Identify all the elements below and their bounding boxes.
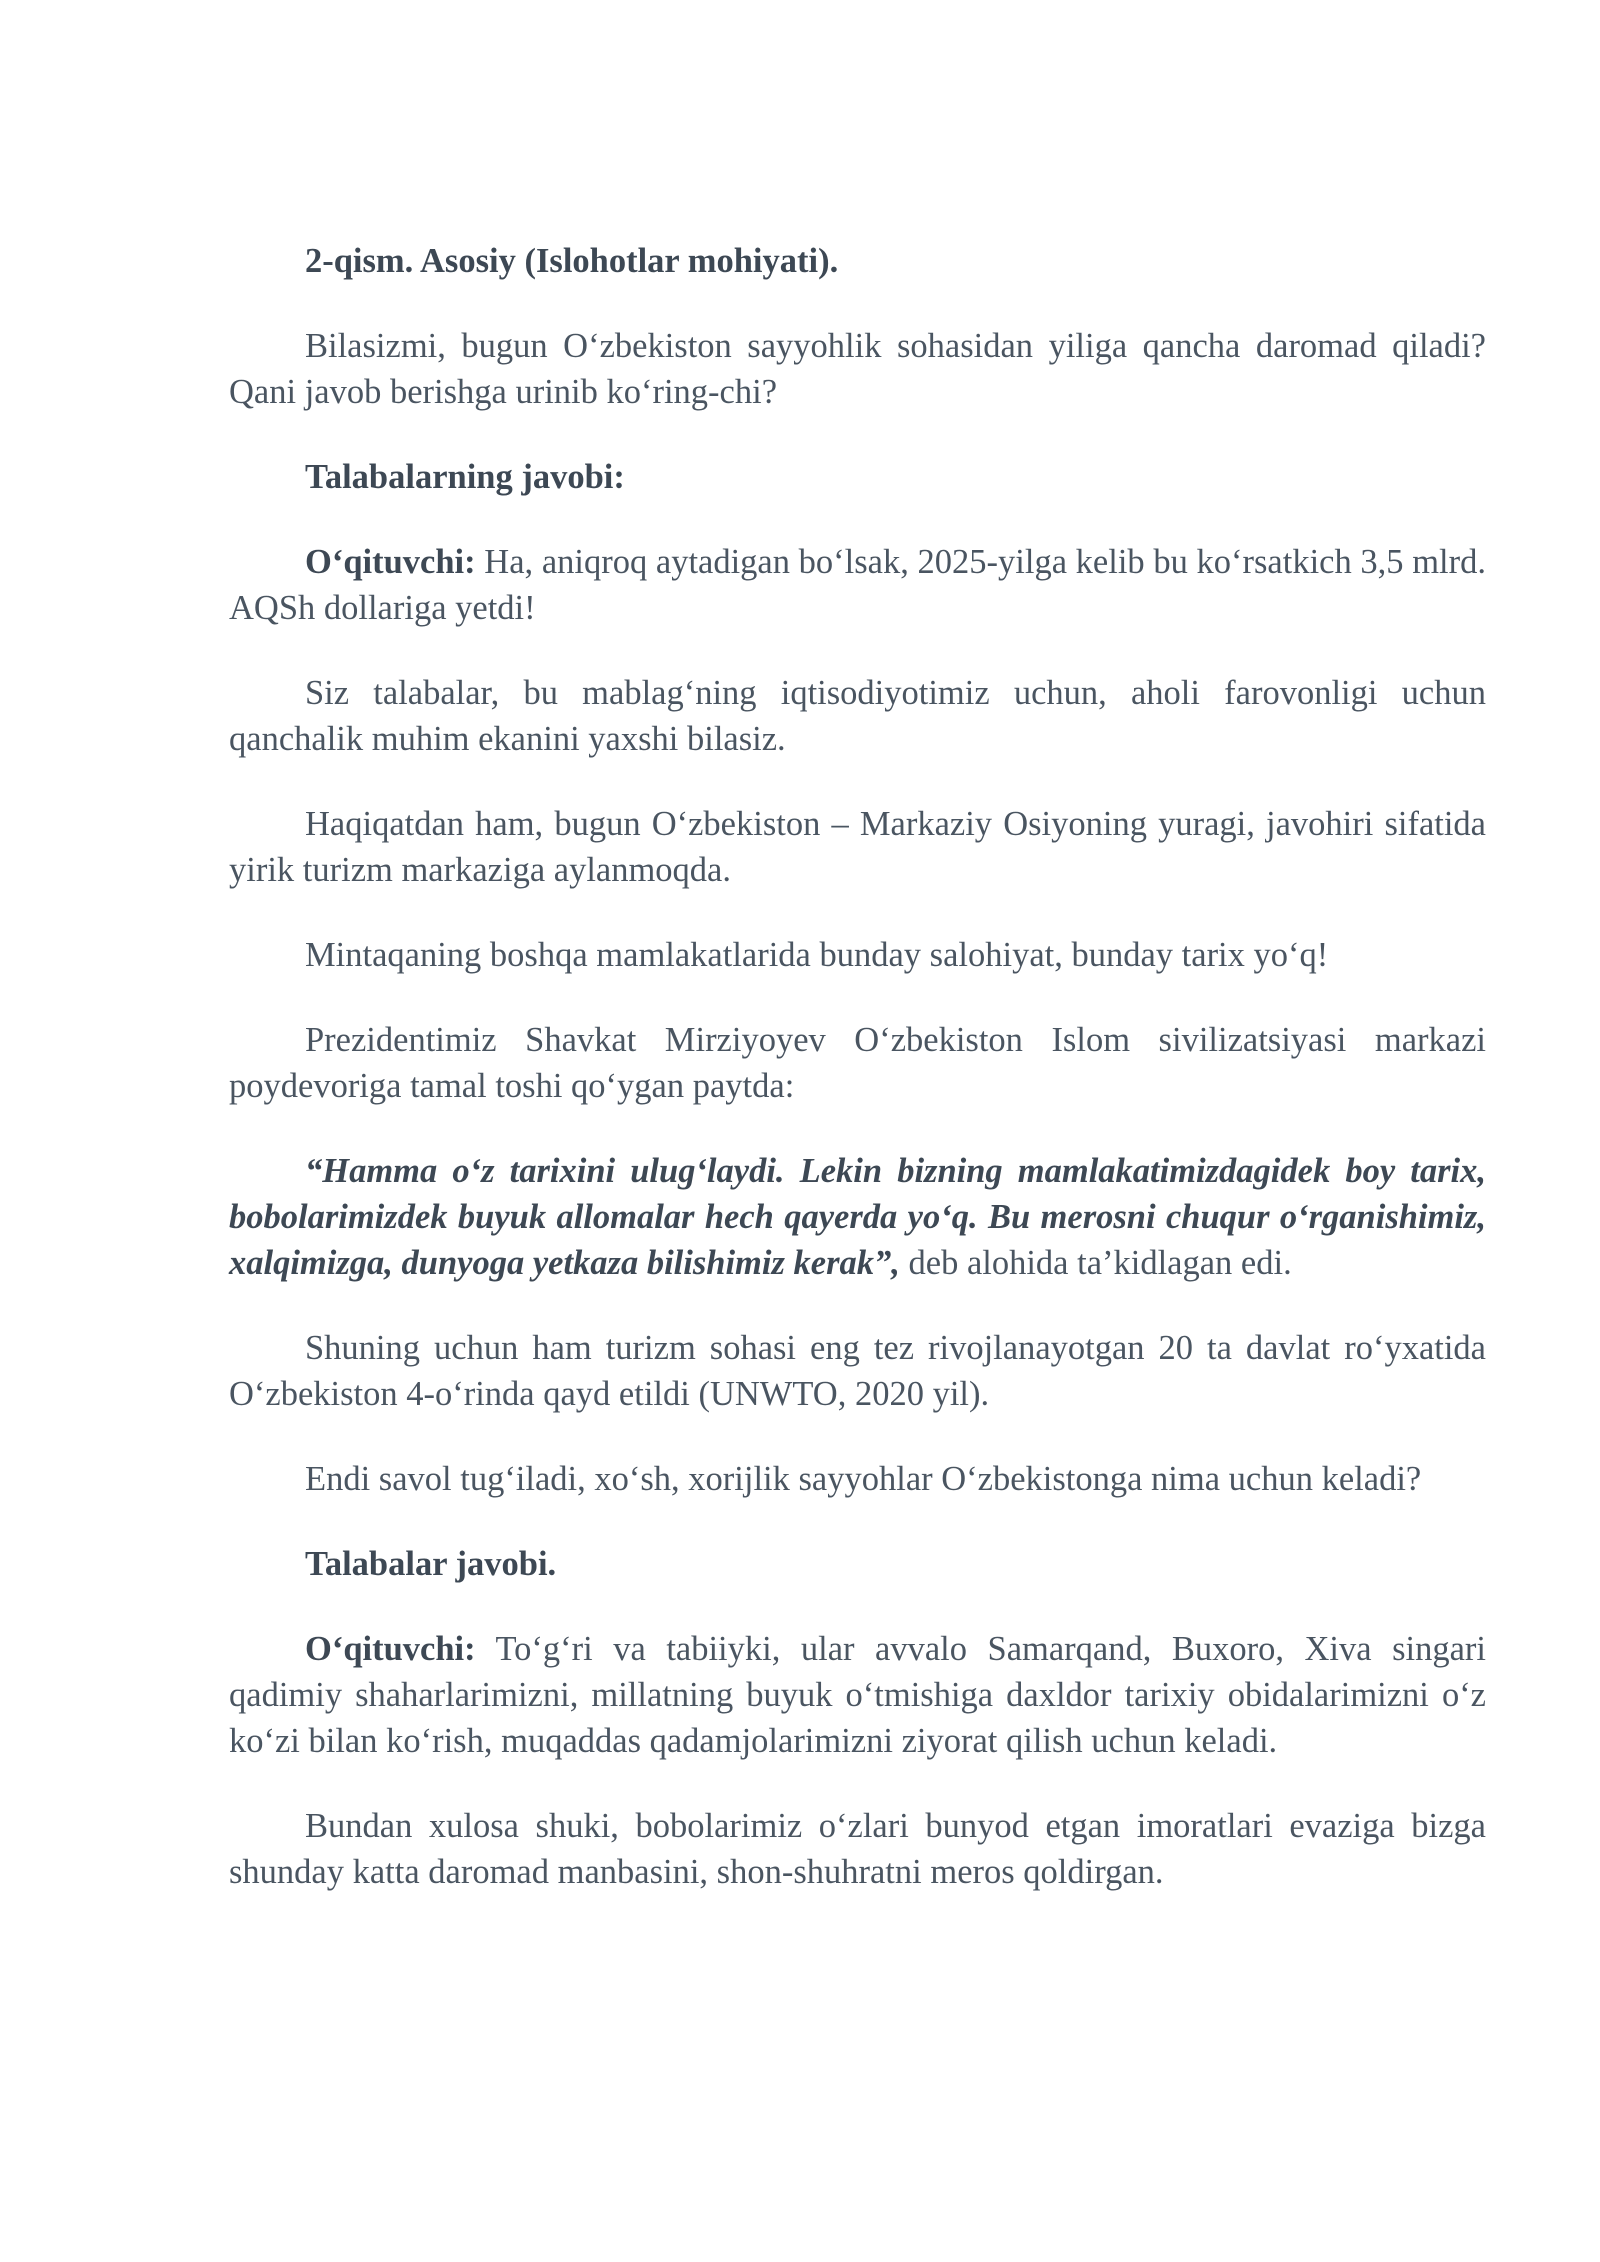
section-heading: 2-qism. Asosiy (Islohotlar mohiyati).: [305, 242, 839, 280]
teacher-text-2: To‘g‘ri va tabiiyki, ular avvalo Samarqand, Buxoro, Xiva singari qadimiy shaharlarimizni, millatning buyuk o‘tmishiga daxldor tarixiy obidalarimizni o‘z ko‘zi bilan ko‘rish, muqaddas qadamjolarimizni ziyorat qilish uchun keladi.: [229, 1630, 1486, 1760]
students-answer-heading: Talabalarning javobi:: [305, 458, 625, 496]
president-quote: “Hamma o‘z tarixini ulug‘laydi. Lekin bizning mamlakatimizdagidek boy tarix, bobolarimizdek buyuk allomalar hech qayerda yo‘q. Bu merosni chuqur o‘rganishimiz, xalqimizga, dunyoga yetkaza bilishimiz kerak”,: [229, 1152, 1486, 1282]
paragraph-president: Prezidentimiz Shavkat Mirziyoyev O‘zbekiston Islom sivilizatsiyasi markazi poydevoriga tamal toshi qo‘ygan paytda:: [229, 1021, 1486, 1105]
paragraph-teacher-answer-1: [229, 539, 1486, 631]
teacher-text: Ha, aniqroq aytadigan bo‘lsak, 2025-yilga kelib bu ko‘rsatkich 3,5 mlrd. AQSh dollariga yetdi!: [229, 543, 1486, 627]
paragraph-question-income: Bilasizmi, bugun O‘zbekiston sayyohlik sohasidan yiliga qancha daromad qiladi? Qani javob berishga urinib ko‘ring-chi?: [229, 327, 1486, 411]
paragraph-region-potential: Mintaqaning boshqa mamlakatlarida bunday salohiyat, bunday tarix yo‘q!: [305, 936, 1329, 974]
students-answer-heading-2: Talabalar javobi.: [305, 1545, 557, 1583]
quote-tail: deb alohida ta’kidlagan edi.: [899, 1244, 1292, 1282]
teacher-label-2: O‘qituvchi:: [305, 1630, 476, 1668]
paragraph-conclusion: Bundan xulosa shuki, bobolarimiz o‘zlari bunyod etgan imoratlari evaziga bizga shunday katta daromad manbasini, shon-shuhratni meros qoldirgan.: [229, 1807, 1486, 1891]
teacher-label: O‘qituvchi:: [305, 543, 476, 581]
paragraph-unwto-ranking: Shuning uchun ham turizm sohasi eng tez rivojlanayotgan 20 ta davlat ro‘yxatida O‘zbekiston 4-o‘rinda qayd etildi (UNWTO, 2020 yil).: [229, 1329, 1486, 1413]
paragraph-importance: Siz talabalar, bu mablag‘ning iqtisodiyotimiz uchun, aholi farovonligi uchun qanchalik muhim ekanini yaxshi bilasiz.: [229, 674, 1486, 758]
paragraph-tourism-center: Haqiqatdan ham, bugun O‘zbekiston – Markaziy Osiyoning yuragi, javohiri sifatida yirik turizm markaziga aylanmoqda.: [229, 805, 1486, 889]
paragraph-teacher-answer-2: [229, 1626, 1486, 1764]
paragraph-question-why: Endi savol tug‘iladi, xo‘sh, xorijlik sayyohlar O‘zbekistonga nima uchun keladi?: [305, 1460, 1422, 1498]
document-page: [229, 238, 1486, 1895]
paragraph-quote: [229, 1148, 1486, 1286]
